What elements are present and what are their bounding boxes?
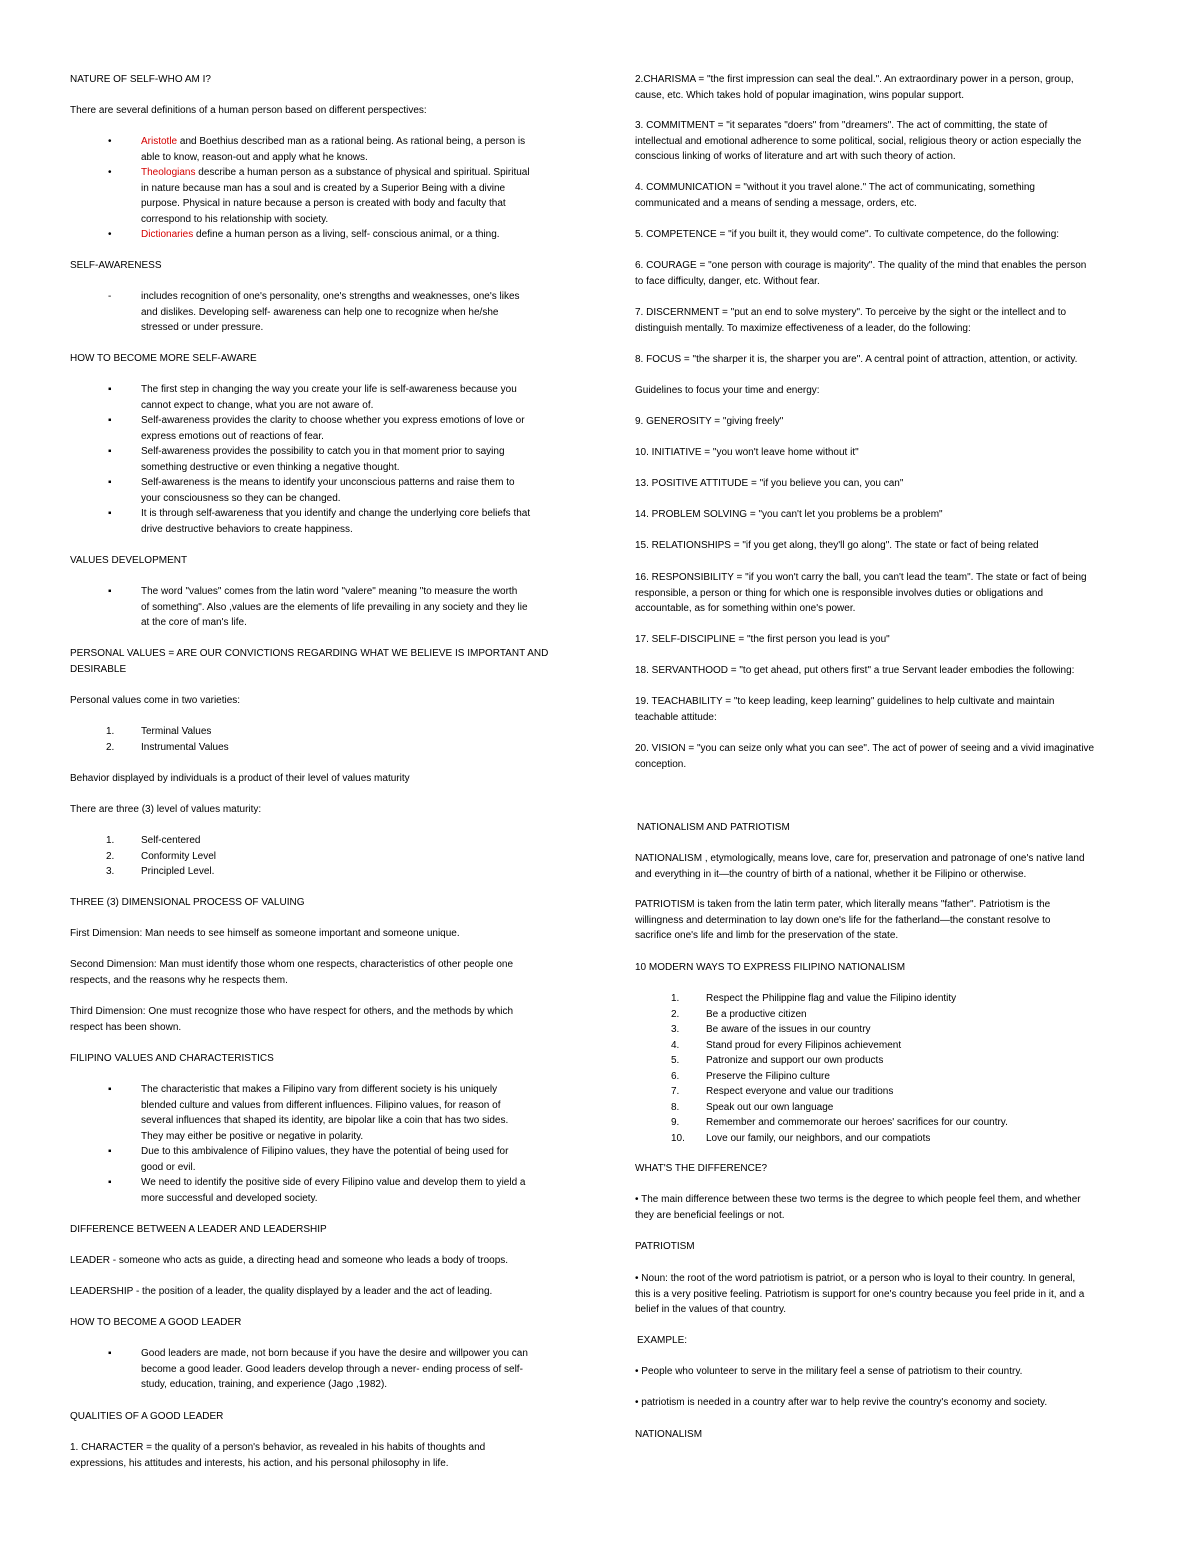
self-aware-bullet-text: Self-awareness is the means to identify your unconscious patterns and raise them to xyxy=(141,477,515,488)
values-development-text: of something". Also ,values are the elements of life prevailing in any society and they lie xyxy=(141,601,528,613)
leader-definition: LEADER - someone who acts as guide, a directing head and someone who leads a body of troops. xyxy=(70,1255,509,1266)
list-number: 9. xyxy=(671,1117,680,1128)
leader-quality: accountable, as for something within one's power. xyxy=(635,603,856,614)
nationalism-way-item: Speak out our own language xyxy=(706,1101,834,1113)
leader-quality: communicated and a means of sending a message, orders, etc. xyxy=(635,197,917,209)
square-bullet-icon: ▪ xyxy=(108,1177,112,1188)
leader-quality: 8. FOCUS = "the sharper it is, the sharper you are". A central point of attraction, attention, or activity. xyxy=(635,354,1078,365)
self-aware-bullet-text: Self-awareness provides the clarity to choose whether you express emotions of love or xyxy=(141,415,525,426)
leader-quality: teachable attitude: xyxy=(635,711,717,723)
square-bullet-icon: ▪ xyxy=(108,384,112,395)
self-aware-bullet-text: express emotions out of reactions of fear. xyxy=(141,430,324,442)
values-development-text: The word "values" comes from the latin word "valere" meaning "to measure the worth xyxy=(141,586,518,597)
leader-quality: cause, etc. Which takes hold of popular imagination, wins popular support. xyxy=(635,89,965,101)
personal-value-item: Terminal Values xyxy=(141,726,212,737)
bullet-icon: • xyxy=(108,136,112,147)
personal-values-varieties: Personal values come in two varieties: xyxy=(70,695,241,706)
self-aware-bullet-text: The first step in changing the way you create your life is self-awareness because you xyxy=(141,384,517,395)
self-awareness-text: stressed or under pressure. xyxy=(141,322,264,333)
heading-three-dimensional: THREE (3) DIMENSIONAL PROCESS OF VALUING xyxy=(70,897,305,908)
self-aware-bullet-text: cannot expect to change, what you are not aware of. xyxy=(141,399,374,411)
definition-source: Dictionaries xyxy=(141,229,194,240)
patriotism-definition: sacrifice one's life and limb for the preservation of the state. xyxy=(635,930,899,941)
definition-item xyxy=(141,165,530,181)
leader-quality: 13. POSITIVE ATTITUDE = "if you believe you can, you can" xyxy=(635,478,904,489)
heading-qualities: QUALITIES OF A GOOD LEADER xyxy=(70,1411,224,1422)
heading-ten-ways: 10 MODERN WAYS TO EXPRESS FILIPINO NATIONALISM xyxy=(635,962,906,973)
nationalism-way-item: Preserve the Filipino culture xyxy=(706,1070,830,1082)
leader-quality: conception. xyxy=(635,758,687,770)
second-dimension: Second Dimension: Man must identify those whom one respects, characteristics of other people one xyxy=(70,959,514,970)
filipino-value-text: more successful and developed society. xyxy=(141,1192,318,1204)
leader-quality: 7. DISCERNMENT = "put an end to solve mystery". To perceive by the sight or the intellect and to xyxy=(635,307,1067,318)
list-number: 1. xyxy=(106,835,115,846)
filipino-value-text: good or evil. xyxy=(141,1161,196,1173)
filipino-value-text: Due to this ambivalence of Filipino values, they have the potential of being used for xyxy=(141,1146,509,1157)
filipino-value-text: The characteristic that makes a Filipino vary from different society is his uniquely xyxy=(141,1084,498,1095)
good-leader-text: become a good leader. Good leaders develop through a never- ending process of self- xyxy=(141,1363,523,1375)
nationalism-way-item: Love our family, our neighbors, and our compatiots xyxy=(706,1132,931,1144)
patriotism-noun-text: • Noun: the root of the word patriotism is patriot, or a person who is loyal to their country. In general, xyxy=(635,1273,1076,1284)
heading-nature-of-self: NATURE OF SELF-WHO AM I? xyxy=(70,74,211,85)
self-aware-bullet-text: something destructive or even thinking a negative thought. xyxy=(141,461,400,473)
leader-quality: responsible, a person or thing for which one is responsible involves duties or obligations and xyxy=(635,587,1044,599)
filipino-value-text: We need to identify the positive side of every Filipino value and develop them to yield a xyxy=(141,1177,526,1188)
square-bullet-icon: ▪ xyxy=(108,477,112,488)
maturity-levels-intro: There are three (3) level of values maturity: xyxy=(70,804,262,815)
self-aware-bullet-text: your consciousness so they can be changed. xyxy=(141,492,341,504)
square-bullet-icon: ▪ xyxy=(108,415,112,426)
nationalism-way-item: Remember and commemorate our heroes' sacrifices for our country. xyxy=(706,1117,1008,1128)
maturity-level-item: Self-centered xyxy=(141,835,201,846)
leader-quality: intellectual and emotional adherence to some political, social, religious theory or action especially the xyxy=(635,135,1082,147)
heading-nationalism-patriotism: NATIONALISM AND PATRIOTISM xyxy=(637,822,790,833)
maturity-level-item: Conformity Level xyxy=(141,850,217,862)
definition-source: Theologians xyxy=(141,167,196,178)
list-number: 6. xyxy=(671,1070,680,1082)
list-number: 2. xyxy=(106,741,115,753)
leader-quality: 17. SELF-DISCIPLINE = "the first person you lead is you" xyxy=(635,634,890,645)
self-aware-bullet-text: drive destructive behaviors to create happiness. xyxy=(141,523,353,535)
heading-good-leader: HOW TO BECOME A GOOD LEADER xyxy=(70,1317,242,1328)
list-number: 4. xyxy=(671,1039,680,1051)
leader-quality: distinguish mentally. To maximize effectiveness of a leader, do the following: xyxy=(635,322,971,334)
leader-quality: 9. GENEROSITY = "giving freely" xyxy=(635,416,784,427)
heading-self-awareness: SELF-AWARENESS xyxy=(70,260,162,271)
leader-quality: 14. PROBLEM SOLVING = "you can't let you problems be a problem" xyxy=(635,509,943,520)
good-leader-text: Good leaders are made, not born because if you have the desire and willpower you can xyxy=(141,1348,528,1359)
list-number: 3. xyxy=(106,866,115,877)
second-dimension: respects, and the reasons why he respects them. xyxy=(70,974,288,986)
nationalism-definition: and everything in it—the country of birth of a national, whether it be Filipino or otherwise. xyxy=(635,868,1027,880)
leader-quality: 20. VISION = "you can seize only what you can see". The act of power of seeing and a vivid imaginative xyxy=(635,743,1095,754)
square-bullet-icon: ▪ xyxy=(108,586,112,597)
maturity-level-item: Principled Level. xyxy=(141,866,215,877)
third-dimension: Third Dimension: One must recognize those who have respect for others, and the methods by which xyxy=(70,1006,514,1017)
leader-quality: 3. COMMITMENT = "it separates "doers" from "dreamers". The act of committing, the state of xyxy=(635,120,1048,131)
patriotism-noun-text: this is a very positive feeling. Patriotism is support for one's country because you feel pride in it, and a xyxy=(635,1288,1085,1300)
nationalism-way-item: Be aware of the issues in our country xyxy=(706,1024,871,1035)
definition-continuation: correspond to his relationship with society. xyxy=(141,213,329,225)
square-bullet-icon: ▪ xyxy=(108,1084,112,1095)
square-bullet-icon: ▪ xyxy=(108,508,112,519)
bullet-icon: • xyxy=(108,167,112,178)
list-number: 3. xyxy=(671,1024,680,1035)
heading-how-to-become-self-aware: HOW TO BECOME MORE SELF-AWARE xyxy=(70,353,257,364)
definition-continuation: able to know, reason-out and apply what he knows. xyxy=(141,151,368,163)
leader-quality: 2.CHARISMA = "the first impression can seal the deal.". An extraordinary power in a person, group, xyxy=(635,74,1074,85)
definition-text: define a human person as a living, self- conscious animal, or a thing. xyxy=(193,229,500,240)
leader-quality: 15. RELATIONSHIPS = "if you get along, they'll go along". The state or fact of being related xyxy=(635,540,1039,551)
personal-value-item: Instrumental Values xyxy=(141,741,229,753)
example-item: • People who volunteer to serve in the military feel a sense of patriotism to their country. xyxy=(635,1366,1023,1377)
leader-quality: 6. COURAGE = "one person with courage is majority". The quality of the mind that enables the person xyxy=(635,260,1087,271)
definition-continuation: in nature because man has a soul and is created by a Superior Being with a divine xyxy=(141,182,506,194)
definition-text: describe a human person as a substance of physical and spiritual. Spiritual xyxy=(195,167,530,178)
list-number: 7. xyxy=(671,1086,680,1097)
leader-quality: 18. SERVANTHOOD = "to get ahead, put others first" a true Servant leader embodies the following: xyxy=(635,665,1075,676)
leader-quality: 16. RESPONSIBILITY = "if you won't carry the ball, you can't lead the team". The state or fact of being xyxy=(635,572,1087,583)
leader-quality: conscious linking of works of literature and art with such theory of action. xyxy=(635,151,956,162)
bullet-icon: • xyxy=(108,229,112,240)
intro-text: There are several definitions of a human person based on different perspectives: xyxy=(70,105,427,116)
list-number: 1. xyxy=(671,993,680,1004)
behavior-text: Behavior displayed by individuals is a product of their level of values maturity xyxy=(70,773,410,784)
list-number: 10. xyxy=(671,1132,685,1144)
leader-quality: 4. COMMUNICATION = "without it you travel alone." The act of communicating, something xyxy=(635,182,1035,193)
definition-text: and Boethius described man as a rational being. As rational being, a person is xyxy=(177,136,526,147)
filipino-value-text: several influences that shaped its identity, are bipolar like a coin that has two sides. xyxy=(141,1115,509,1126)
patriotism-noun-text: belief in the values of that country. xyxy=(635,1304,787,1315)
nationalism-way-item: Respect everyone and value our traditions xyxy=(706,1086,894,1097)
heading-leader-vs-leadership: DIFFERENCE BETWEEN A LEADER AND LEADERSHIP xyxy=(70,1224,327,1235)
heading-nationalism: NATIONALISM xyxy=(635,1429,703,1440)
leader-quality: to face difficulty, danger, etc. Without fear. xyxy=(635,275,820,287)
nationalism-definition: NATIONALISM , etymologically, means love, care for, preservation and patronage of one's native land xyxy=(635,853,1085,864)
values-development-text: at the core of man's life. xyxy=(141,617,247,628)
dash-marker: - xyxy=(108,291,112,302)
definition-source: Aristotle xyxy=(141,136,178,147)
filipino-value-text: They may either be positive or negative in polarity. xyxy=(141,1130,364,1142)
list-number: 2. xyxy=(671,1008,680,1020)
list-number: 5. xyxy=(671,1055,680,1066)
difference-text: • The main difference between these two terms is the degree to which people feel them, and whether xyxy=(635,1194,1081,1205)
patriotism-definition: PATRIOTISM is taken from the latin term pater, which literally means "father". Patriotism is the xyxy=(635,899,1051,910)
difference-text: they are beneficial feelings or not. xyxy=(635,1209,785,1221)
square-bullet-icon: ▪ xyxy=(108,1348,112,1359)
example-item: • patriotism is needed in a country after war to help revive the country's economy and society. xyxy=(635,1397,1048,1408)
self-aware-bullet-text: Self-awareness provides the possibility to catch you in that moment prior to saying xyxy=(141,446,505,457)
list-number: 2. xyxy=(106,850,115,862)
self-awareness-text: includes recognition of one's personality, one's strengths and weaknesses, one's likes xyxy=(141,291,520,302)
heading-values-development: VALUES DEVELOPMENT xyxy=(70,555,188,566)
leader-quality: 19. TEACHABILITY = "to keep leading, keep learning" guidelines to help cultivate and maintain xyxy=(635,696,1055,707)
quality-character: expressions, his attitudes and interests, his action, and his personal philosophy in life. xyxy=(70,1457,449,1469)
heading-filipino-values: FILIPINO VALUES AND CHARACTERISTICS xyxy=(70,1053,274,1064)
first-dimension: First Dimension: Man needs to see himself as someone important and someone unique. xyxy=(70,928,460,939)
leader-quality: 10. INITIATIVE = "you won't leave home without it" xyxy=(635,447,859,458)
personal-values-heading: PERSONAL VALUES = ARE OUR CONVICTIONS REGARDING WHAT WE BELIEVE IS IMPORTANT AND xyxy=(70,648,549,659)
list-number: 8. xyxy=(671,1101,680,1113)
square-bullet-icon: ▪ xyxy=(108,446,112,457)
self-awareness-text: and dislikes. Developing self- awareness can help one to recognize when he/she xyxy=(141,306,499,318)
definition-item xyxy=(141,134,525,150)
heading-example: EXAMPLE: xyxy=(637,1335,688,1346)
leader-quality: Guidelines to focus your time and energy: xyxy=(635,385,820,396)
nationalism-way-item: Be a productive citizen xyxy=(706,1008,807,1020)
definition-item xyxy=(141,227,500,243)
self-aware-bullet-text: It is through self-awareness that you identify and change the underlying core beliefs that xyxy=(141,508,531,519)
filipino-value-text: blended culture and values from different influences. Filipino values, for reason of xyxy=(141,1099,501,1111)
square-bullet-icon: ▪ xyxy=(108,1146,112,1157)
nationalism-way-item: Stand proud for every Filipinos achievement xyxy=(706,1039,902,1051)
nationalism-way-item: Patronize and support our own products xyxy=(706,1055,884,1066)
third-dimension: respect has been shown. xyxy=(70,1021,182,1033)
heading-patriotism: PATRIOTISM xyxy=(635,1241,695,1252)
leader-quality: 5. COMPETENCE = "if you built it, they would come". To cultivate competence, do the following: xyxy=(635,229,1060,240)
quality-character: 1. CHARACTER = the quality of a person's behavior, as revealed in his habits of thoughts and xyxy=(70,1442,486,1453)
definition-continuation: purpose. Physical in nature because a person is created with body and faculty that xyxy=(141,198,506,209)
heading-whats-the-difference: WHAT'S THE DIFFERENCE? xyxy=(635,1163,768,1174)
nationalism-way-item: Respect the Philippine flag and value the Filipino identity xyxy=(706,993,957,1004)
patriotism-definition: willingness and determination to lay down one's life for the fatherland—the constant resolve to xyxy=(635,914,1051,926)
personal-values-heading: DESIRABLE xyxy=(70,663,127,675)
list-number: 1. xyxy=(106,726,115,737)
leadership-definition: LEADERSHIP - the position of a leader, the quality displayed by a leader and the act of leading. xyxy=(70,1286,493,1297)
good-leader-text: study, education, training, and experience (Jago ,1982). xyxy=(141,1379,388,1390)
